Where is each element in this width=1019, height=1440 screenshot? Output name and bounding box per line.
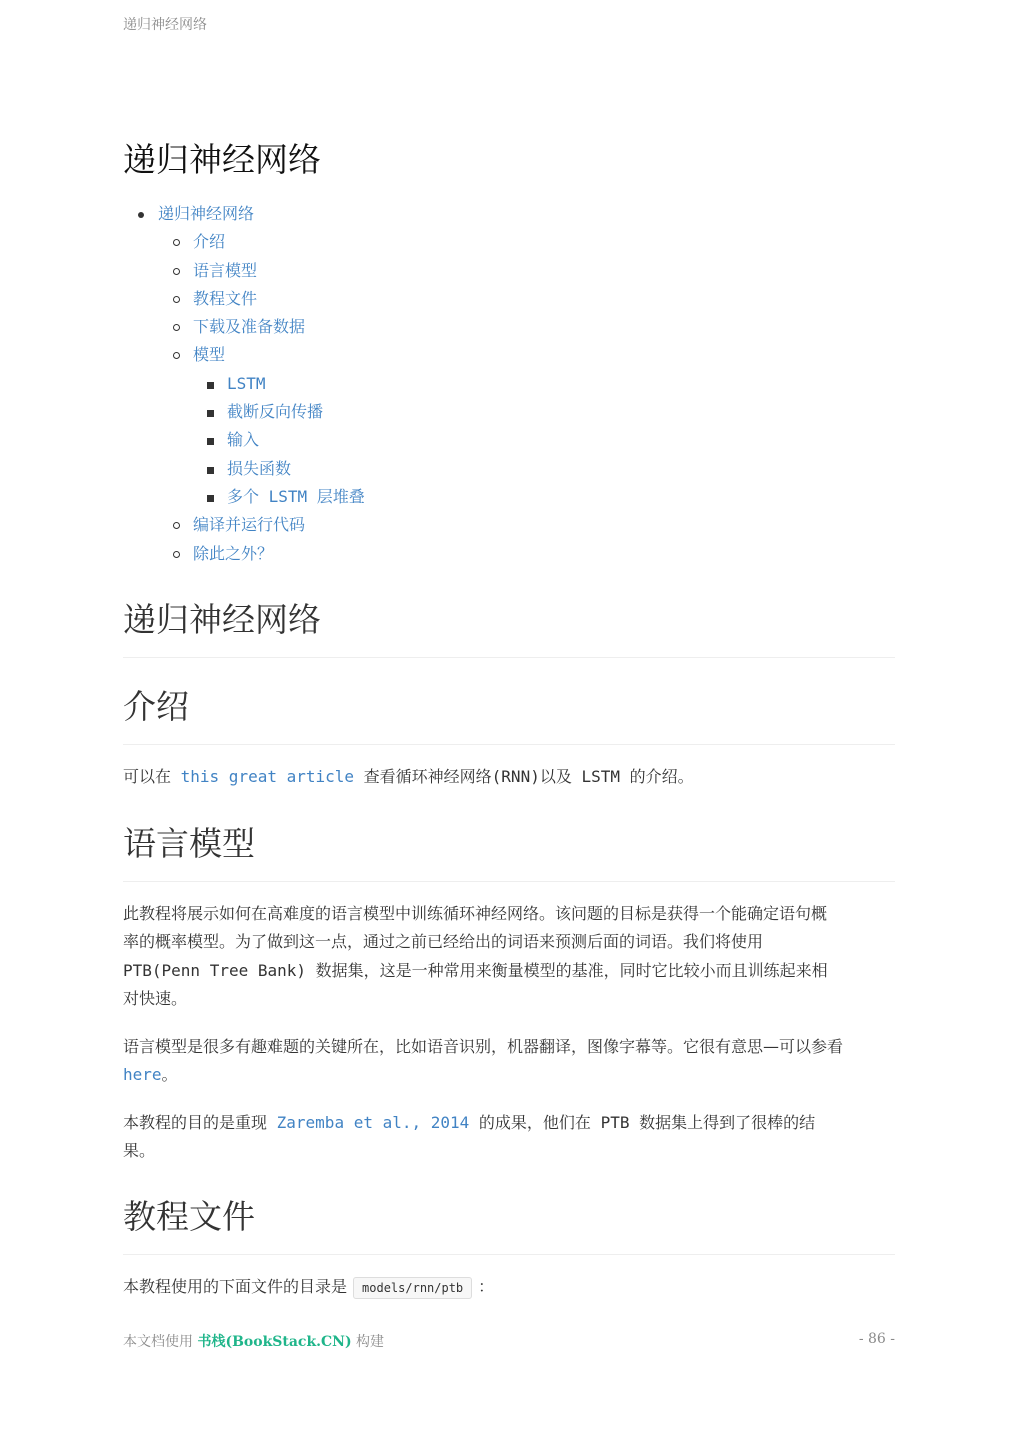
toc-item [123, 483, 365, 511]
files-paragraph: 本教程使用的下面文件的目录是 models/rnn/ptb ： [123, 1273, 895, 1302]
heading-tutorial-files: 教程文件 [123, 1197, 895, 1255]
toc-item [123, 285, 365, 313]
toc-link[interactable]: 截断反向传播 [227, 402, 324, 422]
document-title: 递归神经网络 [123, 140, 321, 179]
heading-language-model: 语言模型 [123, 824, 895, 882]
toc-item [123, 398, 365, 426]
toc-item [123, 341, 365, 369]
bookstack-link[interactable]: 书栈(BookStack.CN) [197, 1334, 352, 1350]
toc-link[interactable]: 多个 LSTM 层堆叠 [227, 486, 365, 506]
toc-link[interactable]: 输入 [227, 430, 260, 450]
toc-link[interactable]: 除此之外？ [193, 543, 274, 563]
link-here[interactable]: here [123, 1065, 162, 1085]
page-number: - 86 - [858, 1331, 895, 1347]
toc-item [123, 455, 365, 483]
toc-item [123, 228, 365, 256]
lm-paragraph-3: 本教程的目的是重现 Zaremba et al., 2014 的成果，他们在 PTB 数据集上得到了很棒的结 果。 [123, 1113, 816, 1161]
code-path: models/rnn/ptb [353, 1277, 472, 1299]
heading-intro: 介绍 [123, 687, 895, 745]
toc-item [123, 540, 365, 568]
lm-paragraph-2: 语言模型是很多有趣难题的关键所在，比如语音识别，机器翻译，图像字幕等。它很有意思—可以参看 here。 [123, 1037, 844, 1085]
toc-link[interactable]: 下载及准备数据 [193, 317, 306, 337]
running-header: 递归神经网络 [123, 17, 207, 33]
toc-link[interactable]: 介绍 [193, 232, 226, 252]
table-of-contents [123, 200, 365, 568]
toc-link[interactable]: 语言模型 [193, 260, 258, 280]
toc-link[interactable]: 编译并运行代码 [193, 515, 306, 535]
link-zaremba[interactable]: Zaremba et al., 2014 [276, 1113, 470, 1132]
intro-paragraph: 可以在 this great article 查看循环神经网络(RNN)以及 LSTM 的介绍。 [123, 767, 694, 786]
toc-item [123, 313, 365, 341]
toc-item [123, 370, 365, 398]
lm-paragraph-1: 此教程将展示如何在高难度的语言模型中训练循环神经网络。该问题的目标是获得一个能确定语句概 率的概率模型。为了做到这一点，通过之前已经给出的词语来预测后面的词语。我们将使用 PTB(Penn Tree Bank) 数据集，这是一种常用来衡量模型的基准，同时它比较小而且训练起来相 对快速。 [123, 904, 828, 1008]
toc-link[interactable]: LSTM [227, 373, 266, 393]
toc-link[interactable]: 模型 [193, 345, 226, 365]
link-great-article[interactable]: this great article [180, 767, 355, 786]
toc-link[interactable]: 递归神经网络 [158, 204, 255, 223]
toc-item [123, 257, 365, 285]
heading-rnn: 递归神经网络 [123, 600, 895, 658]
toc-item [123, 511, 365, 539]
toc-link[interactable]: 损失函数 [227, 458, 292, 478]
toc-item [123, 200, 365, 228]
toc-link[interactable]: 教程文件 [193, 288, 258, 308]
footer-credit: 本文档使用 书栈(BookStack.CN) 构建 [123, 1334, 385, 1350]
toc-item [123, 426, 365, 454]
